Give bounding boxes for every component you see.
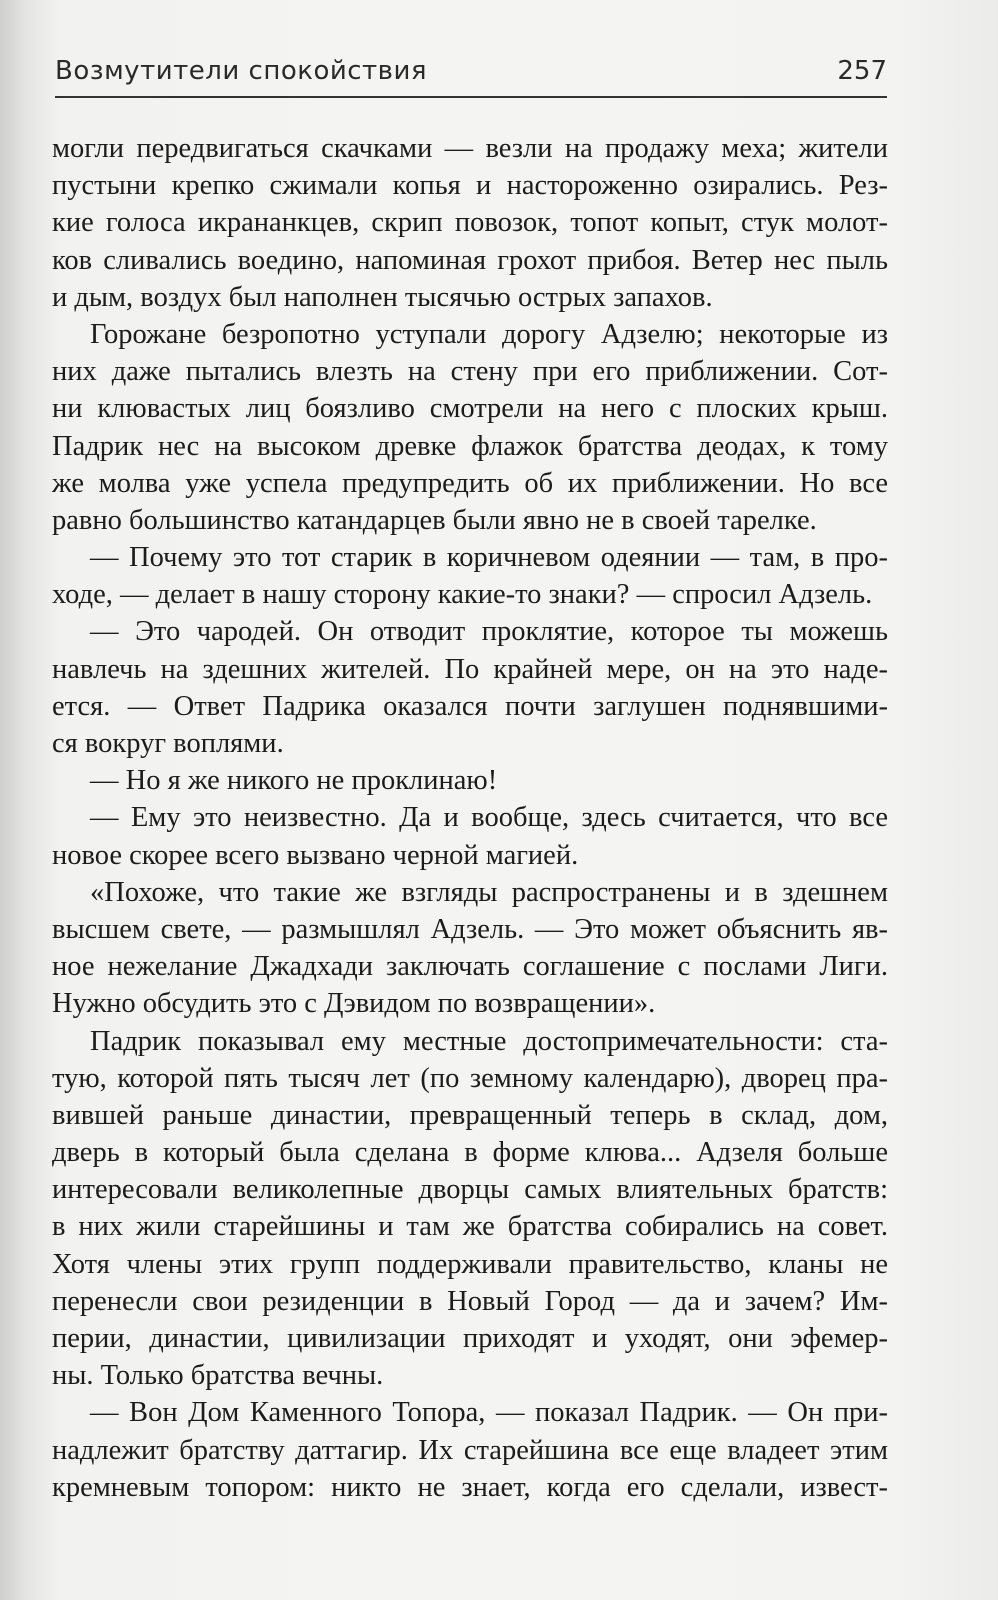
text-line: же молва уже успела предупредить об их приближении. Но все xyxy=(52,467,888,499)
text-line: них даже пытались влезть на стену при его приближении. Сот- xyxy=(52,356,888,388)
body-text xyxy=(52,130,888,1506)
running-title: Возмутители спокойствия xyxy=(55,56,428,86)
text-line: ков сливались воедино, напоминая грохот прибоя. Ветер нес пыль xyxy=(52,244,888,276)
text-line: перии, династии, цивилизации приходят и уходят, они эфемер- xyxy=(52,1323,888,1354)
text-line: — Это чародей. Он отводит проклятие, которое ты можешь xyxy=(90,616,888,648)
text-line: кие голоса икрананкцев, скрип повозок, топот копыт, стук молот- xyxy=(52,207,888,239)
text-line: Хотя члены этих групп поддерживали правительство, кланы не xyxy=(52,1248,888,1280)
text-line: — Вон Дом Каменного Топора, — показал Падрик. — Он при- xyxy=(90,1397,888,1429)
text-line: равно большинство катандарцев были явно не в своей тарелке. xyxy=(52,504,817,536)
text-line: вившей раньше династии, превращенный теперь в склад, дом, xyxy=(52,1099,888,1131)
text-line: Горожане безропотно уступали дорогу Адзелю; некоторые из xyxy=(90,318,888,350)
text-line: Нужно обсудить это с Дэвидом по возвращении». xyxy=(52,988,656,1020)
text-line: и дым, воздух был наполнен тысячью острых запахов. xyxy=(52,281,713,313)
page-number: 257 xyxy=(837,56,887,86)
text-line: перенесли свои резиденции в Новый Город — да и зачем? Им- xyxy=(52,1285,888,1317)
text-line: высшем свете, — размышлял Адзель. — Это может объяснить яв- xyxy=(52,913,888,945)
text-line: могли передвигаться скачками — везли на продажу меха; жители xyxy=(52,133,888,164)
text-line: Падрик показывал ему местные достопримечательности: ста- xyxy=(90,1025,888,1057)
text-line: «Похоже, что такие же взгляды распространены и в здешнем xyxy=(90,876,888,908)
text-line: ходе, — делает в нашу сторону какие-то знаки? — спросил Адзель. xyxy=(52,579,873,611)
text-line: ни клювастых лиц боязливо смотрели на него с плоских крыш. xyxy=(52,393,888,425)
text-line: — Почему это тот старик в коричневом одеянии — там, в про- xyxy=(90,542,888,574)
text-line: навлечь на здешних жителей. По крайней мере, он на это наде- xyxy=(52,653,888,685)
text-line: тую, которой пять тысяч лет (по земному календарю), дворец пра- xyxy=(52,1062,888,1094)
text-line: ны. Только братства вечны. xyxy=(52,1360,384,1392)
text-line: новое скорее всего вызвано черной магией. xyxy=(52,839,579,871)
text-line: кремневым топором: никто не знает, когда его сделали, извест- xyxy=(52,1471,888,1503)
text-line: ное нежелание Джадхади заключать соглашение с послами Лиги. xyxy=(52,951,888,983)
text-line: ся вокруг воплями. xyxy=(52,728,284,759)
text-line: пустыни крепко сжимали копья и настороженно озирались. Рез- xyxy=(52,170,888,202)
text-line: надлежит братству даттагир. Их старейшина все еще владеет этим xyxy=(52,1434,888,1466)
text-line: — Но я же никого не проклинаю! xyxy=(90,765,498,797)
text-line: ется. — Ответ Падрика оказался почти заглушен поднявшими- xyxy=(52,690,888,722)
text-line: в них жили старейшины и там же братства собирались на совет. xyxy=(52,1211,888,1243)
text-line: Падрик нес на высоком древке флажок братства деодах, к тому xyxy=(52,430,888,462)
text-line: дверь в который была сделана в форме клюва... Адзеля больше xyxy=(52,1137,888,1169)
text-line: интересовали великолепные дворцы самых влиятельных братств: xyxy=(52,1174,888,1206)
page-header xyxy=(55,52,887,98)
text-line: — Ему это неизвестно. Да и вообще, здесь считается, что все xyxy=(90,802,888,834)
